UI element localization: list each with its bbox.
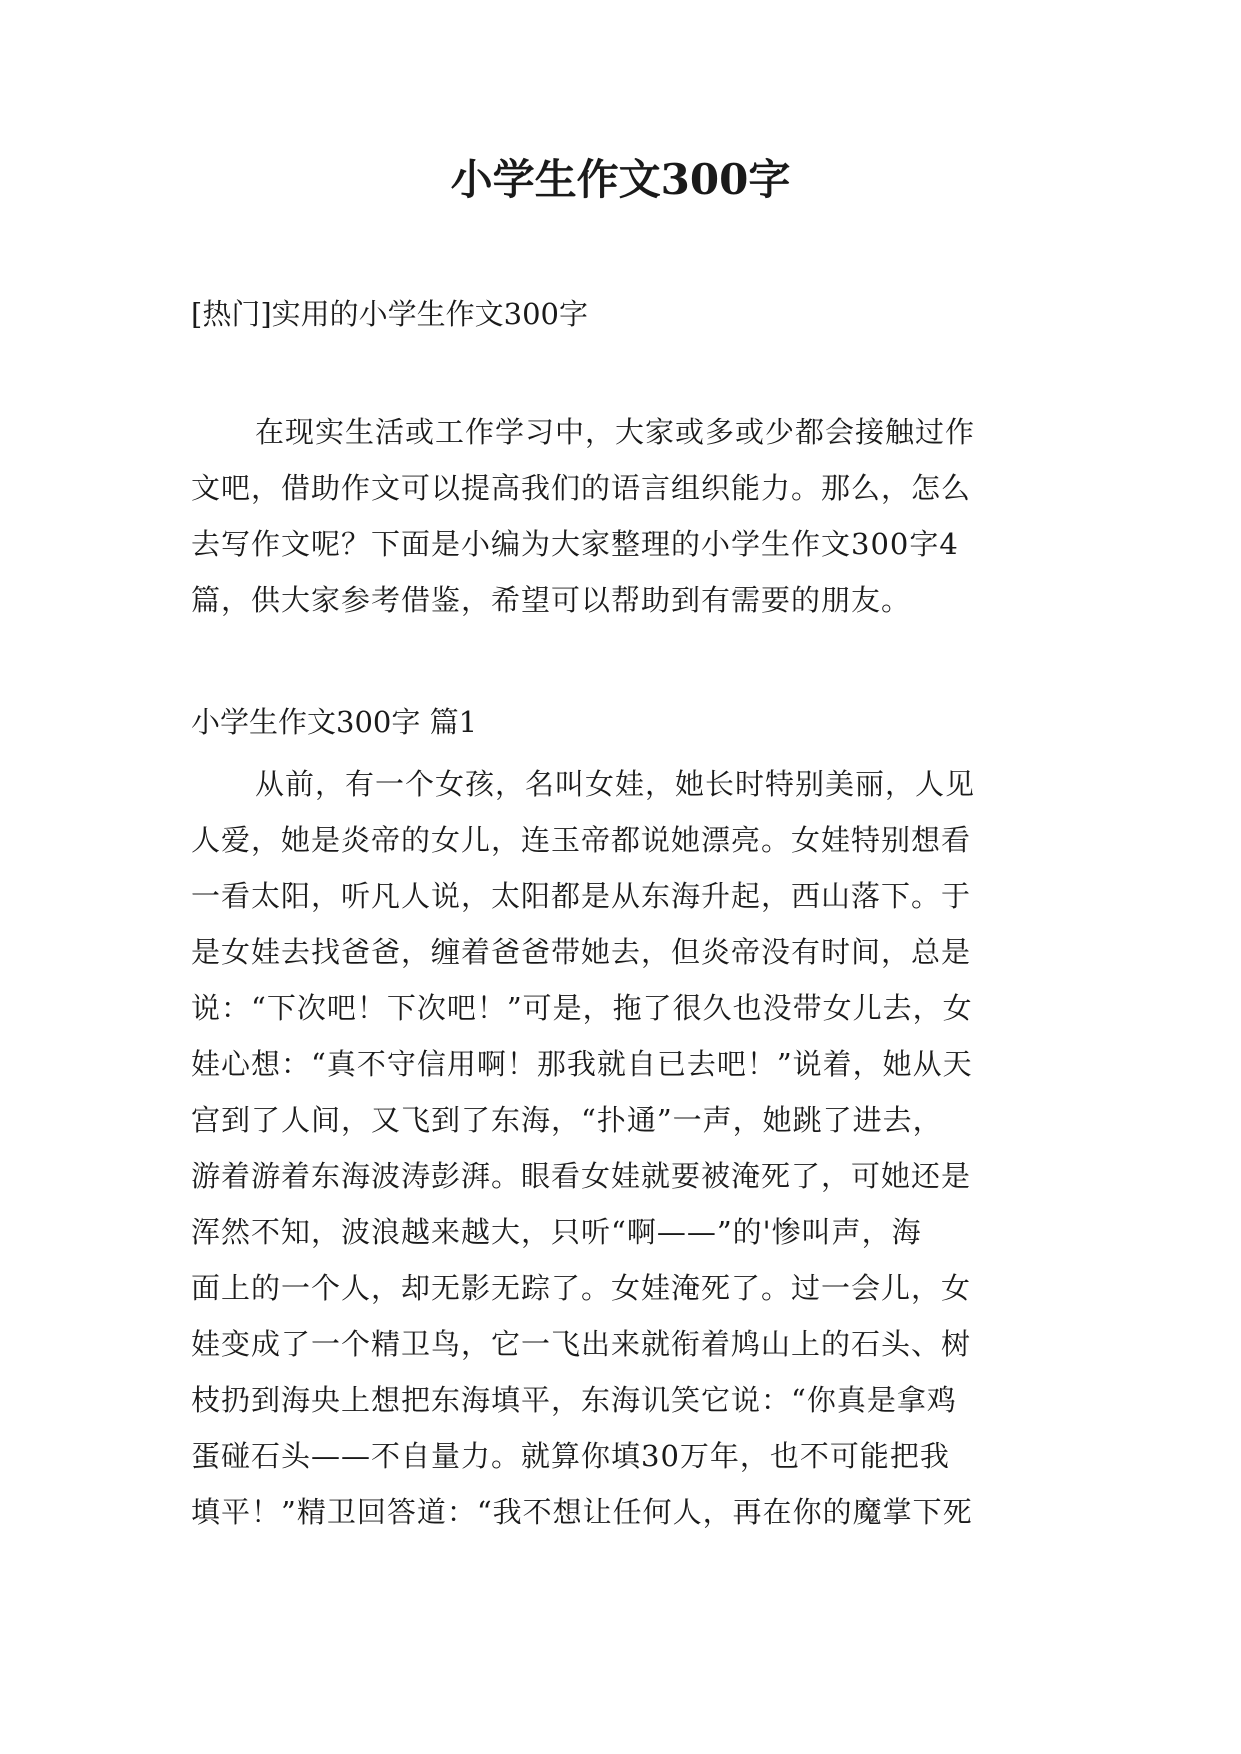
essay-line: 宫到了人间，又飞到了东海，“扑通”一声，她跳了进去，: [191, 1103, 943, 1137]
document-subtitle: [热门]实用的小学生作文300字: [191, 297, 588, 331]
document-title: 小学生作文300字: [450, 155, 791, 204]
essay-line: 娃变成了一个精卫鸟，它一飞出来就衔着鸠山上的石头、树: [191, 1327, 972, 1361]
intro-line: 篇，供大家参考借鉴，希望可以帮助到有需要的朋友。: [191, 583, 912, 617]
essay-line: 人爱，她是炎帝的女儿，连玉帝都说她漂亮。女娃特别想看: [191, 823, 972, 857]
essay-line: 娃心想：“真不守信用啊！那我就自已去吧！”说着，她从天: [191, 1047, 973, 1081]
essay-line: 是女娃去找爸爸，缠着爸爸带她去，但炎帝没有时间，总是: [191, 935, 972, 969]
essay-line: 浑然不知，波浪越来越大，只听“啊——”的'惨叫声，海: [191, 1215, 922, 1249]
essay-line: 蛋碰石头——不自量力。就算你填30万年，也不可能把我: [191, 1439, 950, 1473]
essay-line: 面上的一个人，却无影无踪了。女娃淹死了。过一会儿，女: [191, 1271, 972, 1305]
essay-line: 说：“下次吧！下次吧！”可是，拖了很久也没带女儿去，女: [191, 991, 973, 1025]
essay-line: 游着游着东海波涛彭湃。眼看女娃就要被淹死了，可她还是: [191, 1159, 972, 1193]
essay-paragraph: [191, 756, 1051, 1540]
intro-line: 在现实生活或工作学习中，大家或多或少都会接触过作: [255, 415, 976, 449]
intro-line: 文吧，借助作文可以提高我们的语言组织能力。那么，怎么: [191, 471, 972, 505]
intro-paragraph: [191, 404, 1051, 628]
essay-line: 填平！”精卫回答道：“我不想让任何人，再在你的魔掌下死: [191, 1495, 973, 1529]
section-heading: 小学生作文300字 篇1: [191, 705, 478, 739]
essay-line: 枝扔到海央上想把东海填平，东海讥笑它说：“你真是拿鸡: [191, 1383, 957, 1417]
essay-line: 从前，有一个女孩，名叫女娃，她长时特别美丽，人见: [255, 767, 976, 801]
essay-line: 一看太阳，听凡人说，太阳都是从东海升起，西山落下。于: [191, 879, 972, 913]
intro-line: 去写作文呢？下面是小编为大家整理的小学生作文300字4: [191, 527, 959, 561]
